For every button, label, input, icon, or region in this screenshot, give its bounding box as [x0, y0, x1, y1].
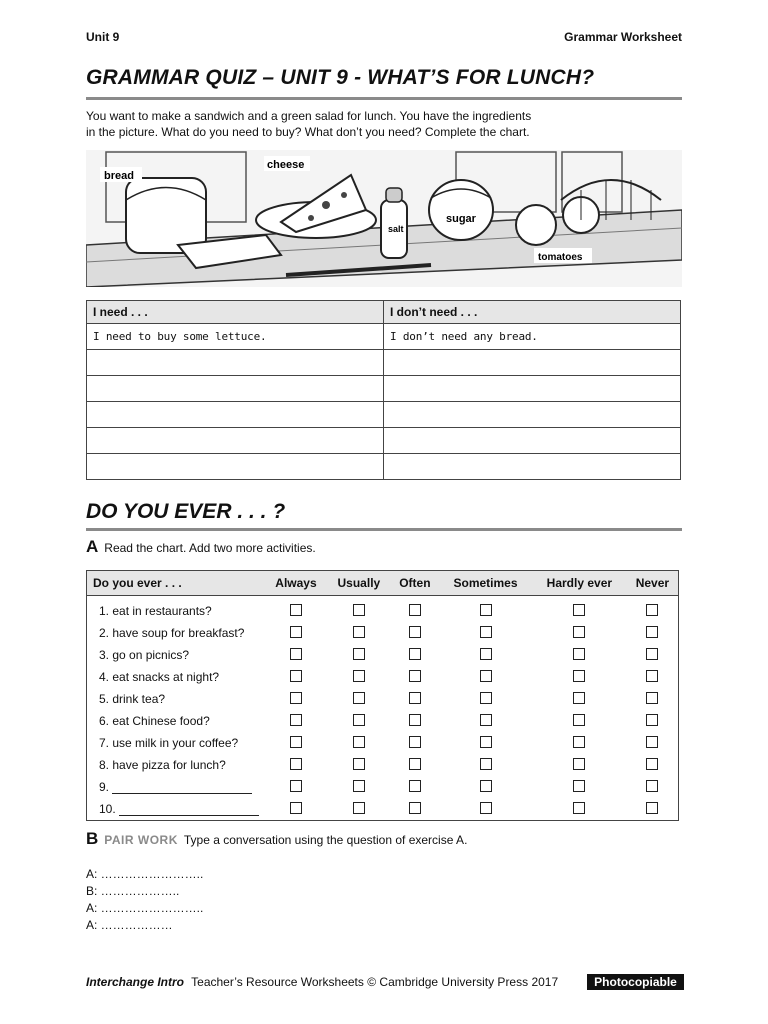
table-row [87, 776, 679, 798]
checkbox-often[interactable] [409, 736, 421, 748]
checkbox-often[interactable] [409, 626, 421, 638]
table-row [87, 324, 681, 350]
intro-text [86, 108, 686, 140]
checkbox-often[interactable] [409, 648, 421, 660]
footer-copyright: Teacher’s Resource Worksheets © Cambridge University Press 2017 [191, 975, 559, 989]
checkbox-hardly-ever[interactable] [573, 780, 585, 792]
dialog-line[interactable]: A: …………………….. [86, 867, 204, 881]
cell-hardly-ever [532, 688, 627, 710]
activity-label: 5. drink tea? [99, 692, 166, 706]
checkbox-never[interactable] [646, 802, 658, 814]
need-cell[interactable] [87, 428, 384, 454]
header-do-you-ever: Do you ever . . . [87, 571, 266, 596]
dont-need-cell[interactable] [384, 376, 681, 402]
label-tomatoes: tomatoes [538, 252, 583, 263]
activity-label: 1. eat in restaurants? [99, 604, 212, 618]
dont-need-cell[interactable] [384, 350, 681, 376]
photocopiable-badge: Photocopiable [587, 974, 684, 990]
table-row [87, 454, 681, 480]
section-b [86, 829, 467, 849]
cell-usually [327, 596, 391, 623]
cell-hardly-ever [532, 710, 627, 732]
cell-never [627, 776, 679, 798]
checkbox-hardly-ever[interactable] [573, 802, 585, 814]
cell-often [391, 644, 439, 666]
section-b-letter: B [86, 829, 99, 848]
intro-line-2: in the picture. What do you need to buy? What don’t you need? Complete the chart. [86, 125, 530, 139]
header-i-dont-need: I don’t need . . . [384, 301, 681, 324]
cell-often [391, 798, 439, 821]
section-a-instruction: Read the chart. Add two more activities. [104, 541, 316, 555]
cell-hardly-ever [532, 798, 627, 821]
header-hardly-ever: Hardly ever [532, 571, 627, 596]
checkbox-often[interactable] [409, 802, 421, 814]
cell-often [391, 596, 439, 623]
activity-blank-line[interactable] [119, 803, 259, 816]
cell-never [627, 622, 679, 644]
checkbox-always[interactable] [290, 692, 302, 704]
label-bread: bread [104, 170, 134, 182]
checkbox-never[interactable] [646, 758, 658, 770]
label-cheese: cheese [267, 159, 305, 171]
cell-hardly-ever [532, 754, 627, 776]
cell-hardly-ever [532, 776, 627, 798]
checkbox-always[interactable] [290, 802, 302, 814]
cell-hardly-ever [532, 644, 627, 666]
checkbox-sometimes[interactable] [480, 604, 492, 616]
checkbox-often[interactable] [409, 780, 421, 792]
checkbox-often[interactable] [409, 692, 421, 704]
table-row [87, 688, 679, 710]
cell-often [391, 710, 439, 732]
checkbox-always[interactable] [290, 604, 302, 616]
activity-question [87, 776, 266, 798]
checkbox-hardly-ever[interactable] [573, 648, 585, 660]
cell-sometimes [439, 688, 532, 710]
checkbox-always[interactable] [290, 780, 302, 792]
section-a [86, 537, 316, 557]
cell-never [627, 644, 679, 666]
table-row [87, 710, 679, 732]
checkbox-never[interactable] [646, 736, 658, 748]
checkbox-always[interactable] [290, 670, 302, 682]
checkbox-hardly-ever[interactable] [573, 736, 585, 748]
cell-hardly-ever [532, 666, 627, 688]
header-sometimes: Sometimes [439, 571, 532, 596]
checkbox-usually[interactable] [353, 626, 365, 638]
dont-need-cell[interactable] [384, 454, 681, 480]
dont-need-cell[interactable]: I don’t need any bread. [384, 324, 681, 350]
header-never: Never [627, 571, 679, 596]
activity-label: 9. [99, 780, 110, 794]
title-rule [86, 97, 682, 100]
cell-never [627, 754, 679, 776]
checkbox-usually[interactable] [353, 714, 365, 726]
activity-question [87, 596, 266, 623]
cell-always [265, 776, 327, 798]
section-b-instruction: Type a conversation using the question of exercise A. [183, 833, 468, 847]
checkbox-hardly-ever[interactable] [573, 626, 585, 638]
cell-sometimes [439, 644, 532, 666]
cell-never [627, 596, 679, 623]
table-row [87, 596, 679, 623]
cell-always [265, 644, 327, 666]
cell-always [265, 798, 327, 821]
cell-never [627, 732, 679, 754]
dialog-line[interactable]: A: …………………….. [86, 901, 204, 915]
checkbox-sometimes[interactable] [480, 802, 492, 814]
need-table [86, 300, 681, 480]
cell-sometimes [439, 754, 532, 776]
activity-question [87, 798, 266, 821]
checkbox-often[interactable] [409, 604, 421, 616]
cell-hardly-ever [532, 732, 627, 754]
intro-line-1: You want to make a sandwich and a green salad for lunch. You have the ingredients [86, 109, 532, 123]
cell-often [391, 776, 439, 798]
checkbox-never[interactable] [646, 692, 658, 704]
pair-work-label: PAIR WORK [104, 833, 178, 847]
checkbox-never[interactable] [646, 780, 658, 792]
activity-question [87, 622, 266, 644]
cell-usually [327, 732, 391, 754]
cell-always [265, 732, 327, 754]
cell-always [265, 666, 327, 688]
activity-label: 7. use milk in your coffee? [99, 736, 239, 750]
checkbox-always[interactable] [290, 758, 302, 770]
checkbox-often[interactable] [409, 714, 421, 726]
table-row [87, 428, 681, 454]
frequency-table-header [87, 571, 679, 596]
checkbox-usually[interactable] [353, 802, 365, 814]
frequency-table [86, 570, 679, 821]
section-rule [86, 528, 682, 531]
table-row [87, 666, 679, 688]
cell-usually [327, 644, 391, 666]
checkbox-always[interactable] [290, 736, 302, 748]
checkbox-sometimes[interactable] [480, 670, 492, 682]
cell-usually [327, 688, 391, 710]
cell-sometimes [439, 666, 532, 688]
checkbox-usually[interactable] [353, 736, 365, 748]
table-row [87, 350, 681, 376]
checkbox-sometimes[interactable] [480, 736, 492, 748]
checkbox-usually[interactable] [353, 648, 365, 660]
cell-always [265, 710, 327, 732]
checkbox-usually[interactable] [353, 780, 365, 792]
table-row [87, 644, 679, 666]
checkbox-usually[interactable] [353, 670, 365, 682]
cell-sometimes [439, 798, 532, 821]
cell-often [391, 732, 439, 754]
checkbox-never[interactable] [646, 714, 658, 726]
footer-brand: Interchange Intro [86, 975, 185, 989]
cell-always [265, 596, 327, 623]
activity-blank-line[interactable] [112, 781, 252, 794]
checkbox-sometimes[interactable] [480, 648, 492, 660]
activity-question [87, 644, 266, 666]
activity-label: 8. have pizza for lunch? [99, 758, 226, 772]
activity-question [87, 754, 266, 776]
cell-usually [327, 666, 391, 688]
cell-never [627, 798, 679, 821]
header-always: Always [265, 571, 327, 596]
cell-always [265, 622, 327, 644]
table-row [87, 622, 679, 644]
checkbox-always[interactable] [290, 648, 302, 660]
header-usually: Usually [327, 571, 391, 596]
cell-often [391, 622, 439, 644]
dont-need-cell[interactable] [384, 428, 681, 454]
checkbox-always[interactable] [290, 626, 302, 638]
need-cell[interactable] [87, 376, 384, 402]
activity-question [87, 710, 266, 732]
checkbox-often[interactable] [409, 758, 421, 770]
cell-often [391, 754, 439, 776]
footer [86, 975, 558, 989]
page-title: GRAMMAR QUIZ – UNIT 9 - WHAT’S FOR LUNCH? [86, 66, 595, 89]
dialog-lines [86, 866, 203, 934]
need-table-header [87, 301, 681, 324]
checkbox-sometimes[interactable] [480, 780, 492, 792]
header-unit: Unit 9 [86, 30, 120, 44]
cell-usually [327, 710, 391, 732]
checkbox-sometimes[interactable] [480, 692, 492, 704]
activity-label: 10. [99, 802, 116, 816]
table-row [87, 376, 681, 402]
activity-question [87, 732, 266, 754]
cell-always [265, 754, 327, 776]
cell-sometimes [439, 732, 532, 754]
need-cell[interactable] [87, 454, 384, 480]
checkbox-hardly-ever[interactable] [573, 670, 585, 682]
checkbox-never[interactable] [646, 670, 658, 682]
cell-usually [327, 776, 391, 798]
cell-usually [327, 798, 391, 821]
section-title-do-you-ever: DO YOU EVER . . . ? [86, 500, 286, 523]
cell-usually [327, 754, 391, 776]
header-i-need: I need . . . [87, 301, 384, 324]
cell-sometimes [439, 622, 532, 644]
kitchen-illustration [86, 150, 682, 287]
cell-sometimes [439, 776, 532, 798]
cell-always [265, 688, 327, 710]
need-cell[interactable]: I need to buy some lettuce. [87, 324, 384, 350]
header-often: Often [391, 571, 439, 596]
cell-usually [327, 622, 391, 644]
table-row [87, 402, 681, 428]
checkbox-usually[interactable] [353, 758, 365, 770]
cell-never [627, 688, 679, 710]
table-row [87, 754, 679, 776]
checkbox-sometimes[interactable] [480, 714, 492, 726]
cell-often [391, 688, 439, 710]
cell-hardly-ever [532, 622, 627, 644]
checkbox-sometimes[interactable] [480, 626, 492, 638]
section-a-letter: A [86, 537, 99, 556]
cell-sometimes [439, 596, 532, 623]
table-row [87, 798, 679, 821]
cell-often [391, 666, 439, 688]
table-row [87, 732, 679, 754]
cell-never [627, 710, 679, 732]
activity-question [87, 666, 266, 688]
checkbox-usually[interactable] [353, 692, 365, 704]
label-salt: salt [388, 224, 404, 234]
dialog-line[interactable]: A: ……………… [86, 918, 173, 932]
activity-question [87, 688, 266, 710]
checkbox-hardly-ever[interactable] [573, 692, 585, 704]
checkbox-sometimes[interactable] [480, 758, 492, 770]
checkbox-never[interactable] [646, 604, 658, 616]
activity-label: 3. go on picnics? [99, 648, 190, 662]
need-cell[interactable] [87, 402, 384, 428]
activity-label: 6. eat Chinese food? [99, 714, 210, 728]
checkbox-never[interactable] [646, 626, 658, 638]
checkbox-hardly-ever[interactable] [573, 604, 585, 616]
dont-need-cell[interactable] [384, 402, 681, 428]
need-cell[interactable] [87, 350, 384, 376]
checkbox-hardly-ever[interactable] [573, 714, 585, 726]
checkbox-always[interactable] [290, 714, 302, 726]
activity-label: 4. eat snacks at night? [99, 670, 220, 684]
dialog-line[interactable]: B: ……………….. [86, 884, 180, 898]
cell-never [627, 666, 679, 688]
activity-label: 2. have soup for breakfast? [99, 626, 245, 640]
checkbox-never[interactable] [646, 648, 658, 660]
cell-sometimes [439, 710, 532, 732]
checkbox-often[interactable] [409, 670, 421, 682]
checkbox-hardly-ever[interactable] [573, 758, 585, 770]
cell-hardly-ever [532, 596, 627, 623]
label-sugar: sugar [446, 213, 476, 225]
checkbox-usually[interactable] [353, 604, 365, 616]
header-worksheet-type: Grammar Worksheet [564, 30, 682, 44]
